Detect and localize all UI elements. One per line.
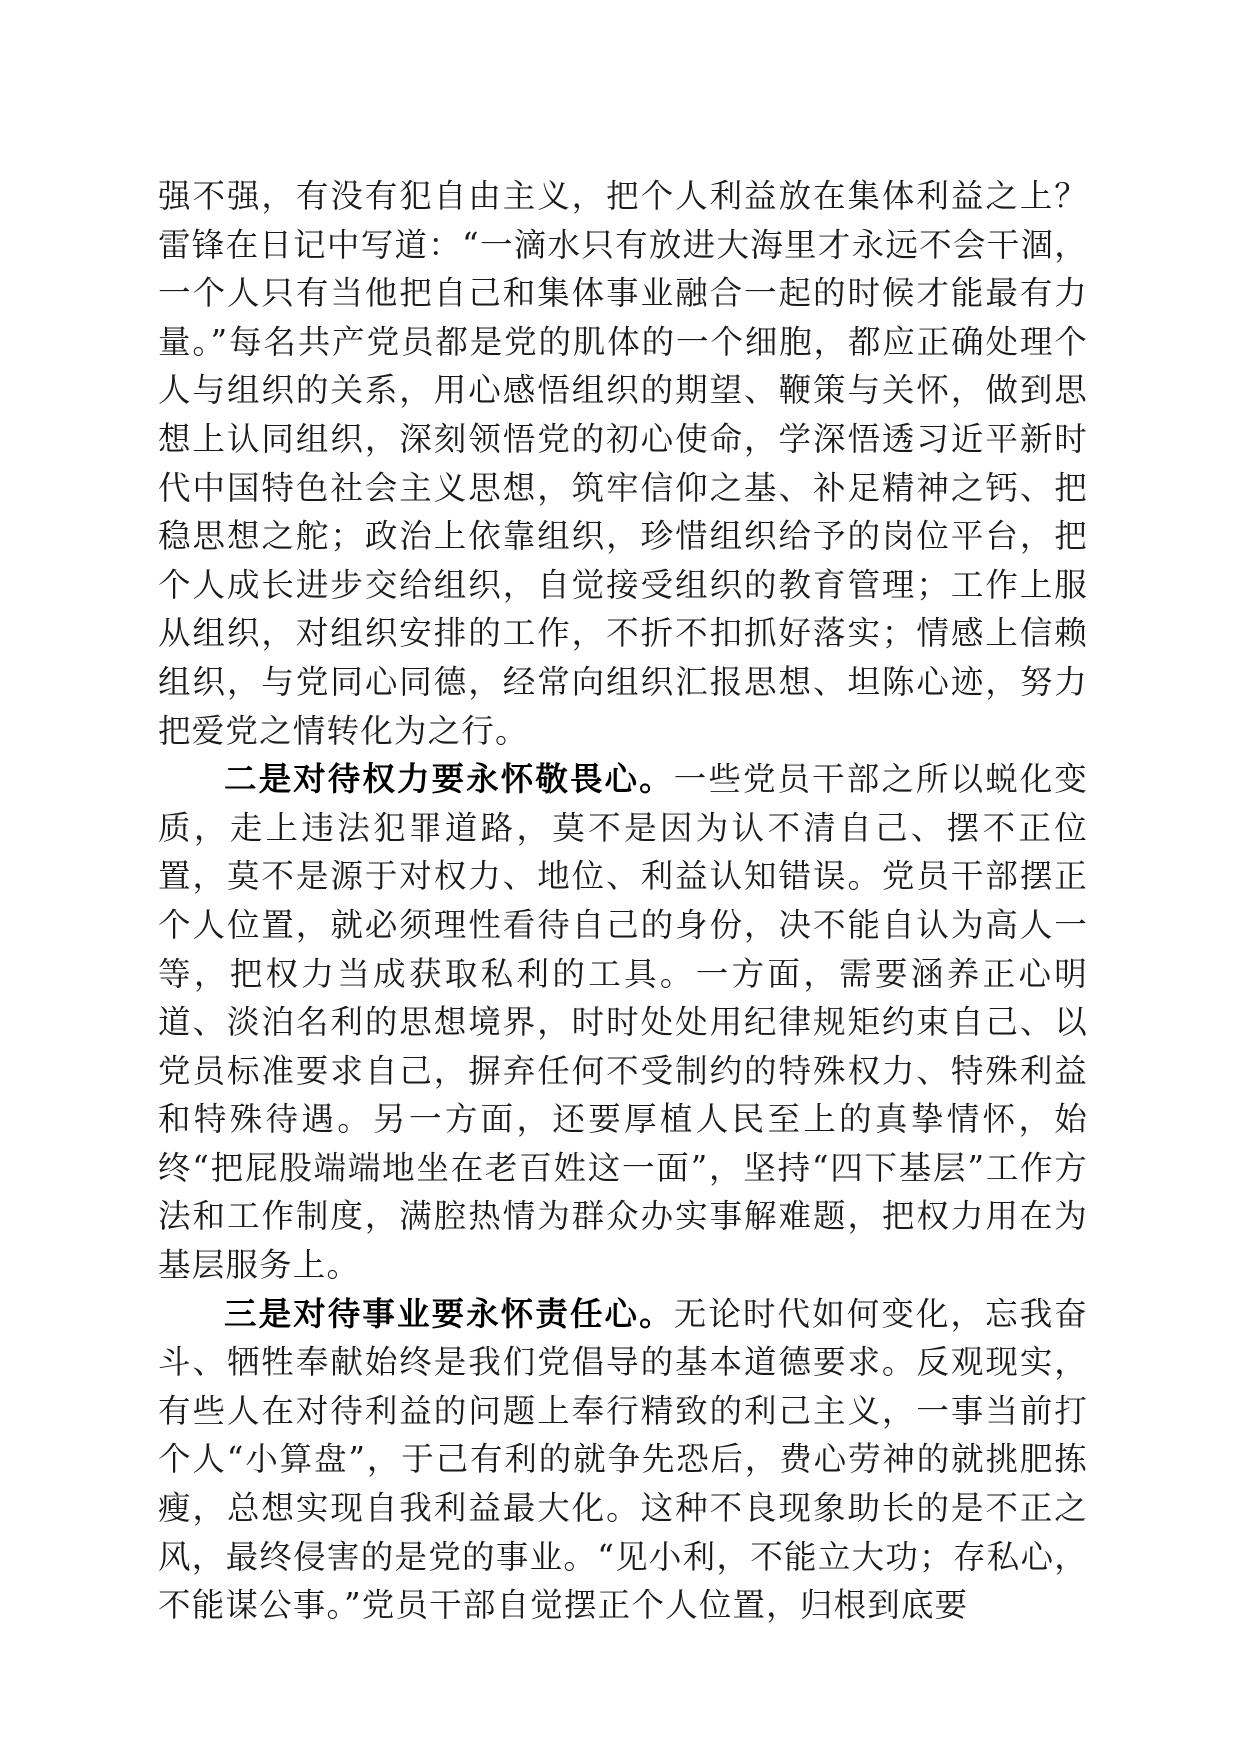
paragraph-text: 无论时代如何变化，忘我奋斗、牺牲奉献始终是我们党倡导的基本道德要求。反观现实，有些人在对待利益的问题上奉行精致的利己主义，一事当前打个人“小算盘”，于己有利的就争先恐后，费心劳神的就挑肥拣瘦，总想实现自我利益最大化。这种不良现象助长的是不正之风，最终侵害的是党的事业。“见小利，不能立大功；存私心，不能谋公事。”党员干部自觉摆正个人位置，归根到底要: [158, 1294, 1088, 1625]
paragraph-continuation: [158, 172, 1088, 755]
paragraph-career: [158, 1290, 1088, 1630]
paragraph-heading: 二是对待权力要永怀敬畏心。: [224, 760, 674, 799]
paragraph-text: 一些党员干部之所以蜕化变质，走上违法犯罪道路，莫不是因为认不清自己、摆不正位置，莫不是源于对权力、地位、利益认知错误。党员干部摆正个人位置，就必须理性看待自己的身份，决不能自认为高人一等，把权力当成获取私利的工具。一方面，需要涵养正心明道、淡泊名利的思想境界，时时处处用纪律规矩约束自己、以党员标准要求自己，摒弃任何不受制约的特殊权力、特殊利益和特殊待遇。另一方面，还要厚植人民至上的真挚情怀，始终“把屁股端端地坐在老百姓这一面”，坚持“四下基层”工作方法和工作制度，满腔热情为群众办实事解难题，把权力用在为基层服务上。: [158, 760, 1088, 1285]
paragraph-heading: 三是对待事业要永怀责任心。: [224, 1294, 674, 1333]
paragraph-power: [158, 755, 1088, 1290]
document-body: [158, 172, 1088, 1630]
paragraph-text: 强不强，有没有犯自由主义，把个人利益放在集体利益之上？雷锋在日记中写道：“一滴水只有放进大海里才永远不会干涸，一个人只有当他把自己和集体事业融合一起的时候才能最有力量。”每名共产党员都是党的肌体的一个细胞，都应正确处理个人与组织的关系，用心感悟组织的期望、鞭策与关怀，做到思想上认同组织，深刻领悟党的初心使命，学深悟透习近平新时代中国特色社会主义思想，筑牢信仰之基、补足精神之钙、把稳思想之舵；政治上依靠组织，珍惜组织给予的岗位平台，把个人成长进步交给组织，自觉接受组织的教育管理；工作上服从组织，对组织安排的工作，不折不扣抓好落实；情感上信赖组织，与党同心同德，经常向组织汇报思想、坦陈心迹，努力把爱党之情转化为之行。: [158, 177, 1088, 750]
